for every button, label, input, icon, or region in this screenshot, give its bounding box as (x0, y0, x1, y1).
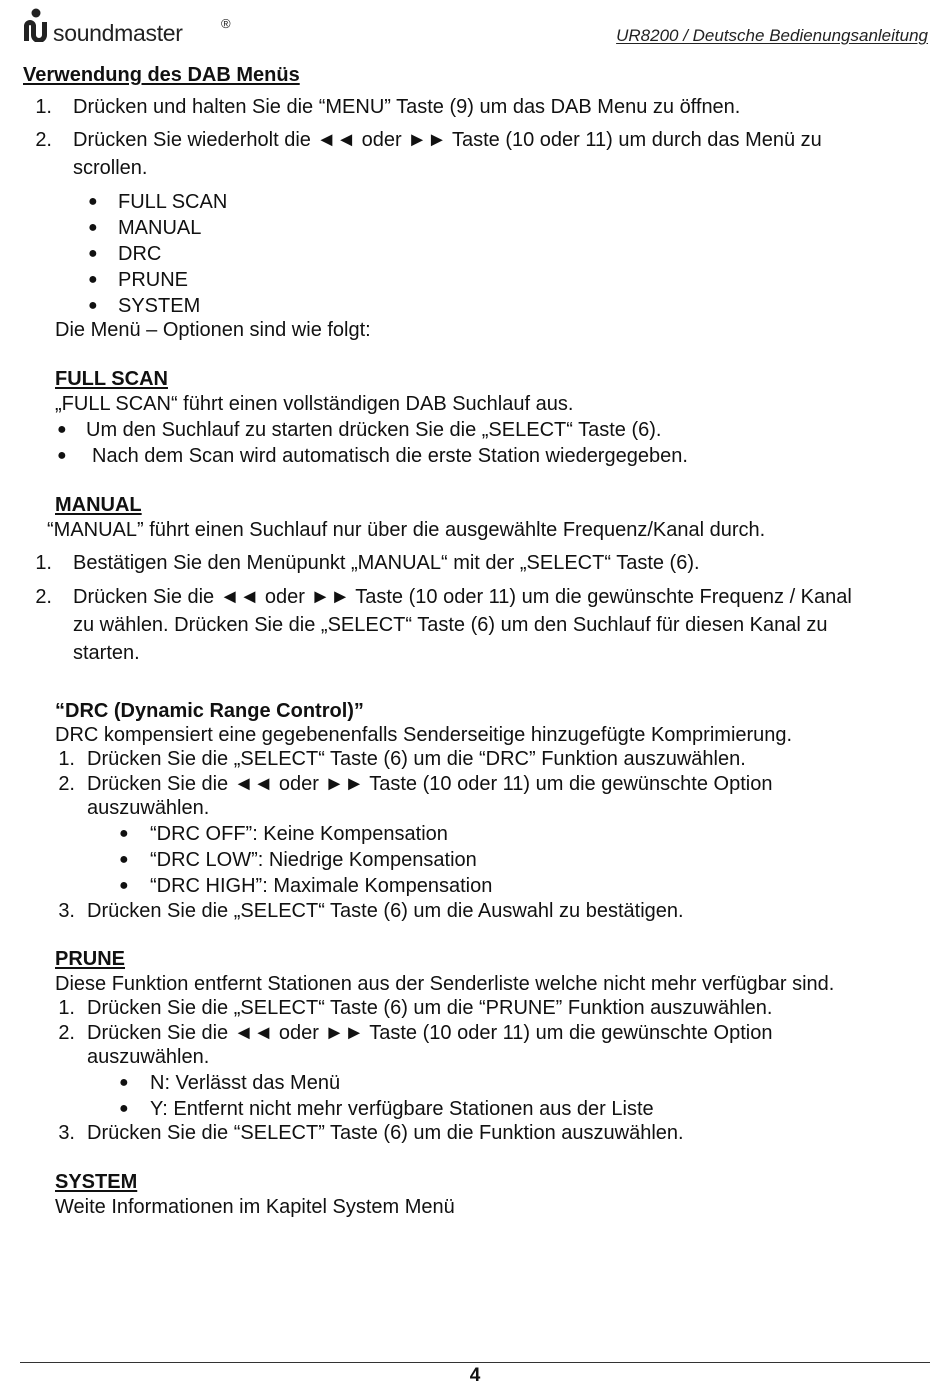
step-number: 2. (35, 586, 52, 608)
step-number: 1. (58, 748, 75, 770)
bullet-icon: ● (88, 245, 98, 262)
step-text: Drücken Sie die ◄◄ oder ►► Taste (10 oder 11) um die gewünschte Frequenz / Kanal (73, 586, 852, 608)
list-item: DRC (118, 243, 162, 265)
step-number: 1. (35, 96, 52, 118)
footer-divider (20, 1362, 930, 1363)
step-text: Drücken Sie wiederholt die ◄◄ oder ►► Taste (10 oder 11) um durch das Menü zu (73, 129, 822, 151)
page-number: 4 (469, 1365, 481, 1386)
list-item: “DRC LOW”: Niedrige Kompensation (150, 849, 477, 871)
bullet-icon: ● (57, 421, 67, 438)
soundmaster-logo-icon (22, 8, 50, 42)
list-item: FULL SCAN (118, 191, 228, 213)
bullet-icon: ● (119, 877, 129, 894)
document-title: UR8200 / Deutsche Bedienungsanleitung (616, 26, 928, 45)
list-item: Nach dem Scan wird automatisch die erste Station wiedergegeben. (92, 445, 688, 467)
options-intro-text: Die Menü – Optionen sind wie folgt: (55, 319, 371, 341)
prune-description: Diese Funktion entfernt Stationen aus der Senderliste welche nicht mehr verfügbar sind. (55, 973, 835, 995)
step-text: Drücken Sie die ◄◄ oder ►► Taste (10 oder 11) um die gewünschte Option (87, 773, 773, 795)
step-text-continued: starten. (73, 642, 140, 664)
step-text-continued: zu wählen. Drücken Sie die „SELECT“ Taste (6) um den Suchlauf für diesen Kanal zu (73, 614, 828, 636)
step-number: 2. (58, 773, 75, 795)
list-item: “DRC OFF”: Keine Kompensation (150, 823, 448, 845)
section-heading-dab-menu: Verwendung des DAB Menüs (23, 64, 300, 86)
section-heading-system: SYSTEM (55, 1171, 138, 1193)
bullet-icon: ● (119, 1074, 129, 1091)
registered-mark: ® (221, 16, 231, 31)
bullet-icon: ● (88, 297, 98, 314)
step-number: 3. (58, 1122, 75, 1144)
step-number: 2. (58, 1022, 75, 1044)
step-text-continued: scrollen. (73, 157, 148, 179)
list-item: SYSTEM (118, 295, 201, 317)
list-item: Um den Suchlauf zu starten drücken Sie die „SELECT“ Taste (6). (86, 419, 662, 441)
section-heading-manual: MANUAL (55, 494, 142, 516)
bullet-icon: ● (88, 193, 98, 210)
list-item: “DRC HIGH”: Maximale Kompensation (150, 875, 493, 897)
section-heading-prune: PRUNE (55, 948, 126, 970)
step-text: Bestätigen Sie den Menüpunkt „MANUAL“ mit der „SELECT“ Taste (6). (73, 552, 700, 574)
bullet-icon: ● (57, 447, 67, 464)
step-number: 2. (35, 129, 52, 151)
bullet-icon: ● (88, 271, 98, 288)
step-text: Drücken und halten Sie die “MENU” Taste (9) um das DAB Menu zu öffnen. (73, 96, 741, 118)
step-text: Drücken Sie die ◄◄ oder ►► Taste (10 oder 11) um die gewünschte Option (87, 1022, 773, 1044)
list-item: N: Verlässt das Menü (150, 1072, 341, 1094)
step-number: 1. (58, 997, 75, 1019)
step-text: Drücken Sie die „SELECT“ Taste (6) um die “PRUNE” Funktion auszuwählen. (87, 997, 773, 1019)
step-text: Drücken Sie die “SELECT” Taste (6) um die Funktion auszuwählen. (87, 1122, 684, 1144)
list-item: Y: Entfernt nicht mehr verfügbare Stationen aus der Liste (150, 1098, 654, 1120)
step-text-continued: auszuwählen. (87, 1046, 210, 1068)
list-item: MANUAL (118, 217, 202, 239)
bullet-icon: ● (119, 851, 129, 868)
step-text: Drücken Sie die „SELECT“ Taste (6) um die “DRC” Funktion auszuwählen. (87, 748, 746, 770)
bullet-icon: ● (119, 1100, 129, 1117)
section-heading-drc: “DRC (Dynamic Range Control)” (55, 700, 364, 722)
manual-description: “MANUAL” führt einen Suchlauf nur über die ausgewählte Frequenz/Kanal durch. (47, 519, 766, 541)
bullet-icon: ● (88, 219, 98, 236)
step-number: 3. (58, 900, 75, 922)
brand-name: soundmaster (53, 20, 183, 46)
step-number: 1. (35, 552, 52, 574)
bullet-icon: ● (119, 825, 129, 842)
drc-description: DRC kompensiert eine gegebenenfalls Senderseitige hinzugefügte Komprimierung. (55, 724, 793, 746)
section-heading-full-scan: FULL SCAN (55, 368, 168, 390)
list-item: PRUNE (118, 269, 189, 291)
step-text-continued: auszuwählen. (87, 797, 210, 819)
step-text: Drücken Sie die „SELECT“ Taste (6) um die Auswahl zu bestätigen. (87, 900, 684, 922)
full-scan-description: „FULL SCAN“ führt einen vollständigen DAB Suchlauf aus. (55, 393, 574, 415)
system-description: Weite Informationen im Kapitel System Menü (55, 1196, 455, 1218)
